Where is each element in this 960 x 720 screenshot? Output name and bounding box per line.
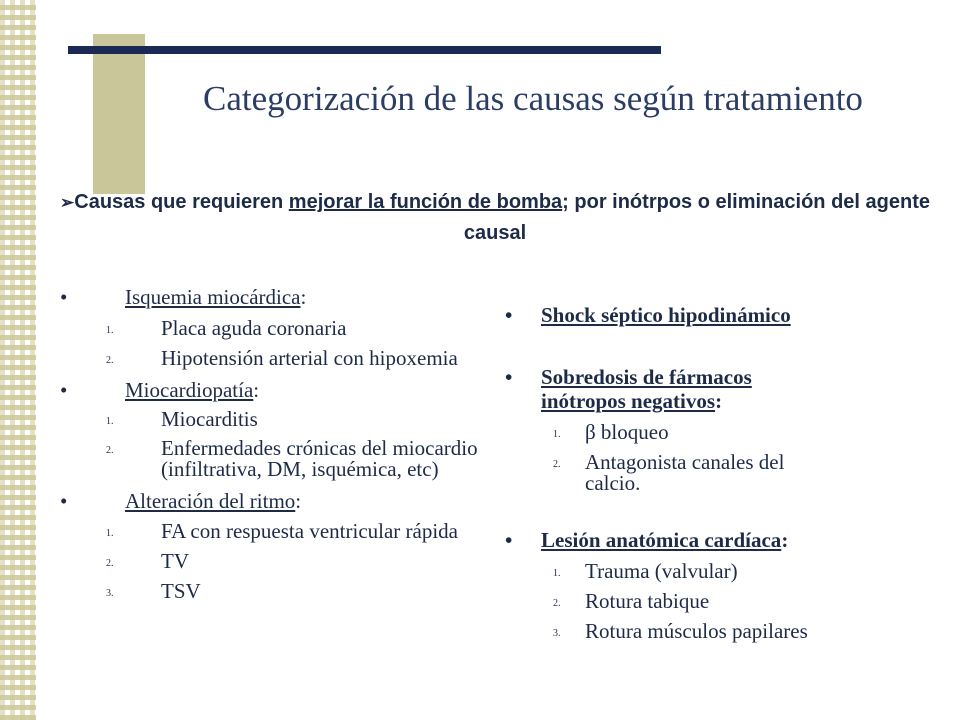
item-number: 2. — [106, 558, 114, 569]
item-list — [505, 422, 925, 494]
subtitle-text-after: ; por inótrpos o eliminación del agente causal — [463, 191, 930, 244]
left-column — [60, 285, 490, 602]
arrow-bullet-icon: ➢ — [60, 193, 75, 212]
list-item: 2. Enfermedades crónicas del miocardio (infiltrativa, DM, isquémica, etc) — [106, 436, 478, 481]
section-shock — [505, 303, 925, 327]
item-number: 3. — [553, 628, 561, 639]
item-number: 1. — [106, 325, 114, 336]
item-list — [60, 409, 490, 480]
item-list — [60, 521, 490, 602]
list-item: 2. TV — [106, 549, 189, 573]
section-miocardiopatia — [60, 378, 490, 480]
section-lesion — [505, 528, 925, 642]
list-item: 1. Placa aguda coronaria — [106, 316, 347, 340]
decorative-accent-block — [93, 34, 145, 194]
slide-title: Categorización de las causas según tratamiento — [203, 79, 863, 118]
item-number: 2. — [553, 598, 561, 609]
subtitle-text-before: Causas que requieren — [74, 191, 289, 213]
list-item: 2. Hipotensión arterial con hipoxemia — [106, 346, 458, 370]
list-item: 1. β bloqueo — [553, 420, 669, 444]
section-sobredosis — [505, 365, 925, 494]
section-heading: • Sobredosis de fármacos inótropos negativos: — [505, 365, 752, 413]
item-number: 1. — [553, 429, 561, 440]
section-heading: • Lesión anatómica cardíaca: — [505, 528, 789, 552]
decorative-accent-bar — [68, 46, 661, 54]
slide-subtitle — [40, 187, 950, 248]
bullet-icon: • — [505, 303, 513, 327]
right-column — [505, 303, 925, 642]
item-number: 2. — [106, 445, 114, 456]
item-list — [60, 318, 490, 369]
bullet-icon: • — [60, 378, 68, 402]
subtitle-text-underlined: mejorar la función de bomba — [288, 191, 563, 213]
list-item: 3. TSV — [106, 579, 201, 603]
bullet-icon: • — [60, 489, 68, 513]
decorative-side-pattern — [0, 0, 36, 720]
list-item: 1. Trauma (valvular) — [553, 559, 738, 583]
bullet-icon: • — [60, 285, 68, 309]
bullet-icon: • — [505, 528, 513, 552]
section-ritmo — [60, 489, 490, 602]
item-list — [505, 561, 925, 642]
list-item: 3. Rotura músculos papilares — [553, 619, 808, 643]
section-heading: • Isquemia miocárdica: — [60, 285, 307, 309]
list-item: 2. Antagonista canales del calcio. — [553, 450, 785, 495]
bullet-icon: • — [505, 365, 513, 389]
list-item: 2. Rotura tabique — [553, 589, 710, 613]
list-item: 1. Miocarditis — [106, 407, 258, 431]
section-heading: • Alteración del ritmo: — [60, 489, 302, 513]
item-number: 1. — [106, 416, 114, 427]
section-heading: • Miocardiopatía: — [60, 378, 260, 402]
list-item: 1. FA con respuesta ventricular rápida — [106, 519, 459, 543]
item-number: 3. — [106, 588, 114, 599]
section-heading: • Shock séptico hipodinámico — [505, 303, 791, 327]
item-number: 1. — [106, 528, 114, 539]
item-number: 1. — [553, 568, 561, 579]
section-isquemia — [60, 285, 490, 369]
item-number: 2. — [106, 355, 114, 366]
item-number: 2. — [553, 459, 561, 470]
